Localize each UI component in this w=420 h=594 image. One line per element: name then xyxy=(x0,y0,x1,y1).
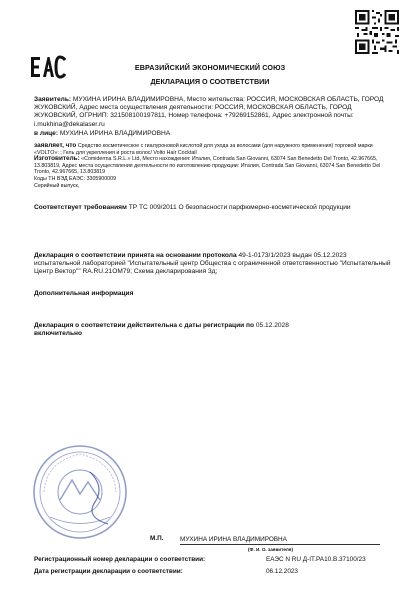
reg-number-label: Регистрационный номер декларации о соответствии: xyxy=(34,556,206,563)
union-title: ЕВРАЗИЙСКИЙ ЭКОНОМИЧЕСКИЙ СОЮЗ xyxy=(134,63,286,72)
applicant-text: МУХИНА ИРИНА ВЛАДИМИРОВНА, Место жительства: РОССИЯ, МОСКОВСКАЯ ОБЛАСТЬ, ГОРОД ЖУКОВСКИЙ, Адрес места осуществления деятельности: РОССИЯ, МОСКОВСКАЯ ОБЛАСТЬ, ГОРОД ЖУКОВСКИЙ, ОГРНИП: 321508100197811, Номер телефона: +79269152861, Адрес электронной почты: i.mukhina@dekalaser.ru xyxy=(34,96,384,128)
reg-date-row xyxy=(34,568,394,575)
mp-label: М.П. xyxy=(150,535,164,542)
signer-name: МУХИНА ИРИНА ВЛАДИМИРОВНА xyxy=(180,536,380,545)
validity-section xyxy=(34,322,394,338)
validity-date: 05.12.2028 xyxy=(254,322,289,329)
applicant-stamp xyxy=(30,442,130,542)
basis-section xyxy=(34,252,394,277)
person-section xyxy=(34,130,394,138)
statement-label: заявляет, что xyxy=(34,142,77,149)
applicant-label: Заявитель: xyxy=(34,96,72,103)
validity-label: Декларация о соответствии действительна с даты регистрации по xyxy=(34,322,255,329)
qr-code xyxy=(355,10,399,54)
basis-text: 49-1-0173/1/2023 выдан 05.12.2023 испытательной лабораторией "Испытательный центр Общества с ограниченной ответственностью "Испытательный Центр Вектор"" RA.RU.21ОМ79; Схема декларирования 3д; xyxy=(34,252,391,276)
requirements-label: Соответствует требованиям xyxy=(34,204,127,211)
additional-info-label: Дополнительная информация xyxy=(34,290,134,297)
declaration-title: ДЕКЛАРАЦИЯ О СООТВЕТСТВИИ xyxy=(150,77,270,86)
basis-label: Декларация о соответствии принята на основании протокола xyxy=(34,252,237,259)
person-text: МУХИНА ИРИНА ВЛАДИМИРОВНА xyxy=(58,130,171,137)
applicant-section xyxy=(34,96,394,129)
codes-text: Коды ТН ВЭД ЕАЭС: 3305900009 xyxy=(34,175,117,182)
requirements-section xyxy=(34,204,394,212)
manufacturer-text: «Comiderma S.R.L.» Ltd, Место нахождения: Италия, Contrada San Giovanni, 63074 San Benedetto Del Tronto, 42.967665, 13.803819, Адрес места осуществления деятельности по изготовлению продукции: Италия, Contrada San Giovanni, 63074 San Benedetto Del Tronto, 42.967665, 13.803819 xyxy=(34,156,381,176)
signer-caption: (Ф. И. О. заявителя) xyxy=(248,547,294,552)
statement-text: Средство косметическое с гиалуроновой кислотой для ухода за волосами (для наружного применения) торговой марки «VOLTO»: ; Гель для укрепления и роста волос/ Volto Hair Cocktail xyxy=(34,143,373,156)
statement-section xyxy=(34,143,394,189)
reg-date: 06.12.2023 xyxy=(266,568,298,575)
reg-number: ЕАЭС N RU Д-IT.РА10.В.37100/23 xyxy=(266,556,366,563)
requirements-text: ТР ТС 009/2011 О безопасности парфюмерно-косметической продукции xyxy=(126,204,351,211)
person-label: в лице: xyxy=(34,130,59,137)
manufacturer-label: Изготовитель: xyxy=(34,155,80,163)
validity-suffix: включительно xyxy=(34,330,83,338)
reg-number-row xyxy=(34,556,394,563)
reg-date-label: Дата регистрации декларации о соответствии: xyxy=(34,568,183,575)
serial-text: Серийный выпуск, xyxy=(34,182,80,189)
